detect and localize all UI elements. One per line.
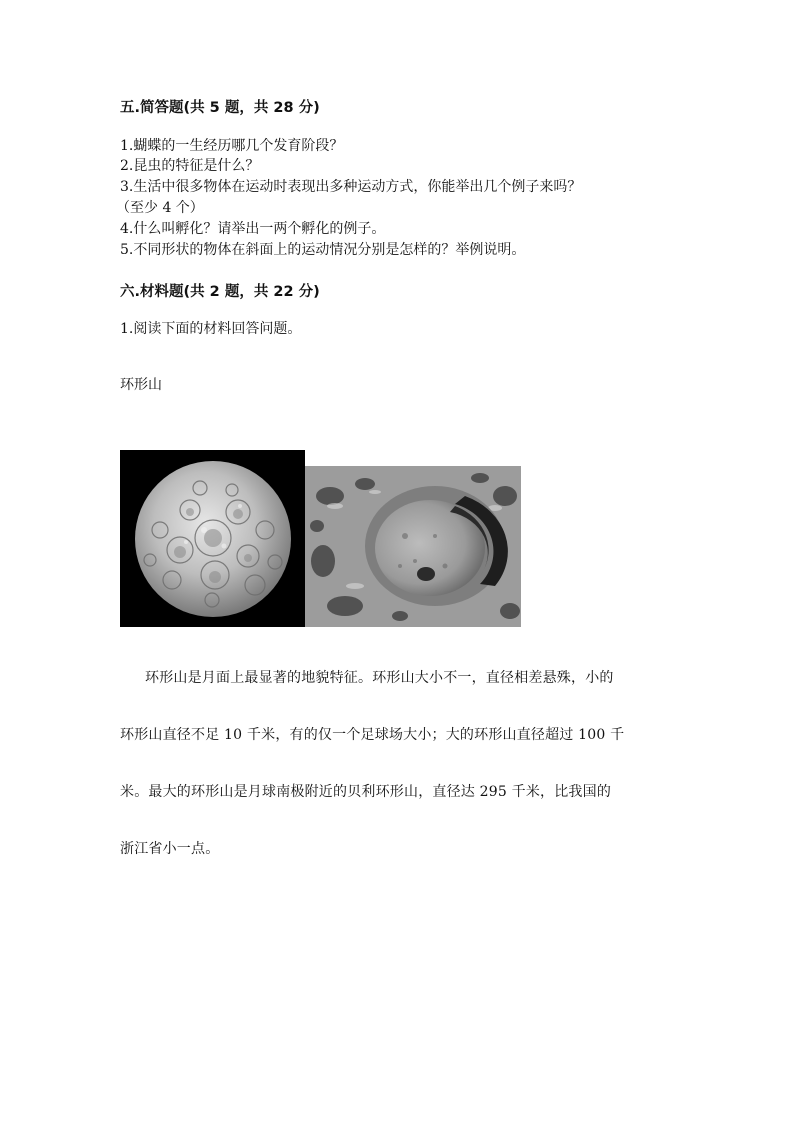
question-5-3-note: （至少 4 个）	[116, 200, 204, 216]
moon-photo	[120, 450, 305, 627]
paragraph-line-2: 环形山直径不足 10 千米，有的仅一个足球场大小；大的环形山直径超过 100 千	[120, 727, 625, 743]
paragraph-line-1: 环形山是月面上最显著的地貌特征。环形山大小不一，直径相差悬殊，小的	[145, 670, 614, 686]
question-5-5: 5.不同形状的物体在斜面上的运动情况分别是怎样的？举例说明。	[120, 242, 526, 258]
paragraph-line-3: 米。最大的环形山是月球南极附近的贝利环形山，直径达 295 千米，比我国的	[120, 784, 612, 800]
question-5-4: 4.什么叫孵化？请举出一两个孵化的例子。	[120, 221, 386, 237]
question-6-1: 1.阅读下面的材料回答问题。	[120, 321, 302, 337]
question-5-3: 3.生活中很多物体在运动时表现出多种运动方式，你能举出几个例子来吗？	[120, 179, 582, 195]
section-6-heading: 六.材料题(共 2 题，共 22 分)	[120, 284, 320, 300]
question-5-1: 1.蝴蝶的一生经历哪几个发育阶段？	[120, 138, 344, 154]
paragraph-line-4: 浙江省小一点。	[120, 841, 220, 857]
section-5-heading: 五.简答题(共 5 题，共 28 分)	[120, 100, 320, 116]
crater-photo	[305, 466, 521, 627]
material-title: 环形山	[120, 377, 162, 393]
question-5-2: 2.昆虫的特征是什么？	[120, 158, 260, 174]
